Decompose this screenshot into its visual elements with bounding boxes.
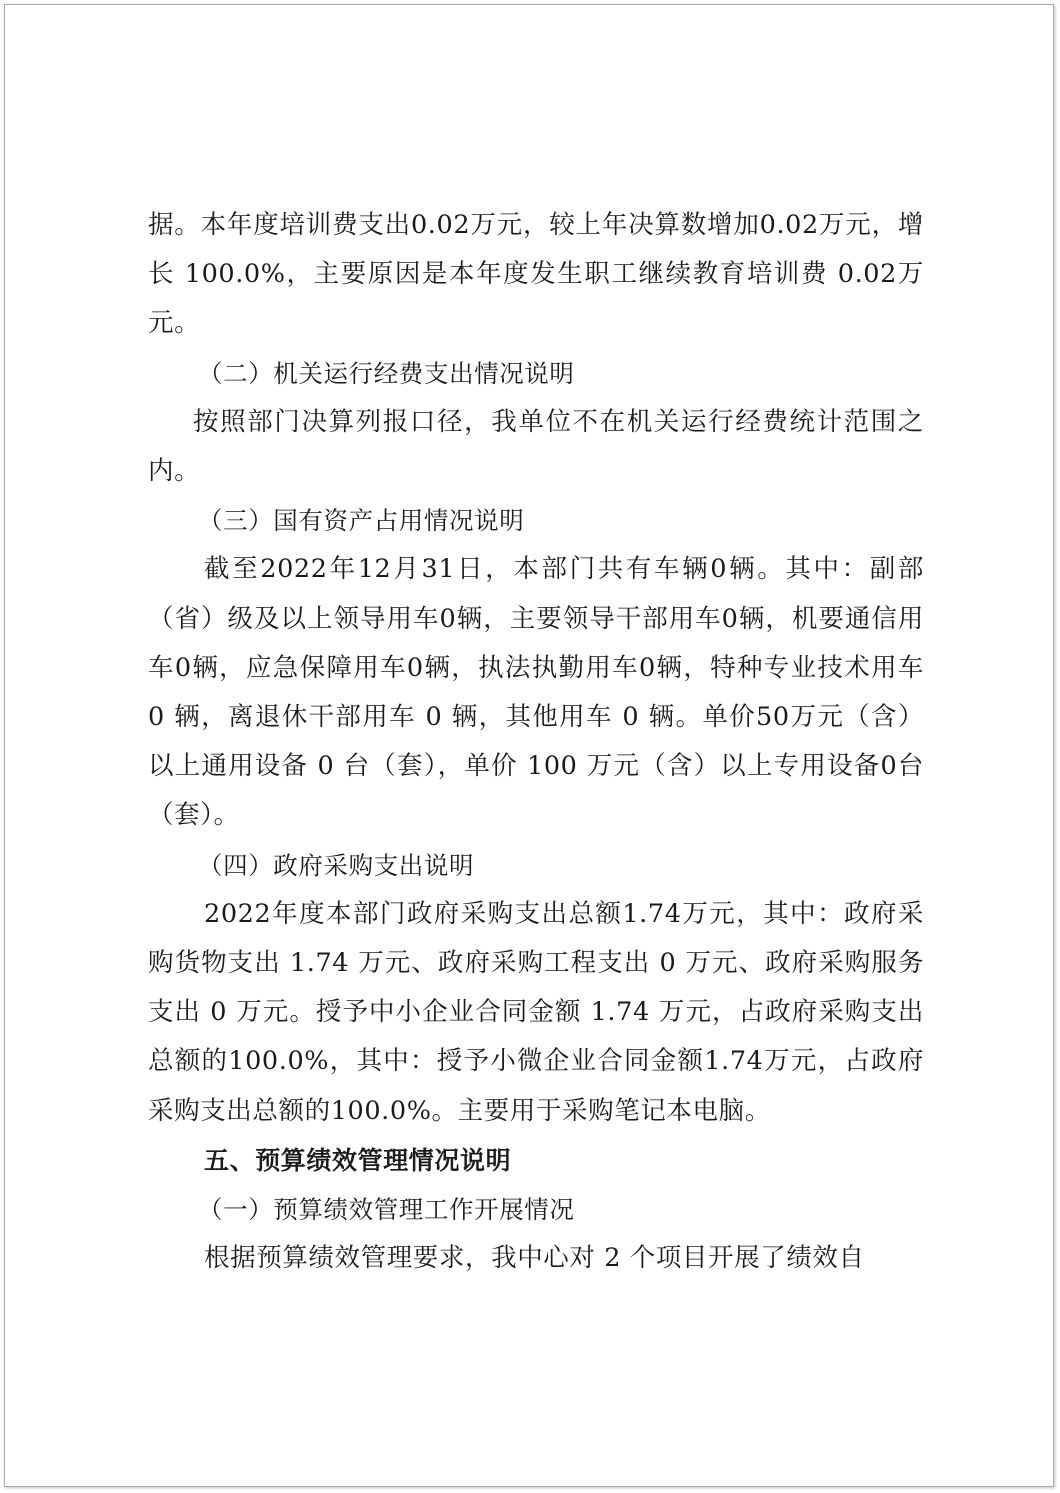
paragraph-training-fee: 据。本年度培训费支出0.02万元，较上年决算数增加0.02万元，增长 100.0%，主要原因是本年度发生职工继续教育培训费 0.02万元。 [148,210,924,339]
document-page [4,4,1054,1487]
paragraph-operating-expenses: 按照部门决算列报口径，我单位不在机关运行经费统计范围之内。 [148,406,924,487]
paragraph-performance-work: 根据预算绩效管理要求，我中心对 2 个项目开展了绩效自 [204,1243,865,1274]
heading-state-assets: （三）国有资产占用情况说明 [198,506,525,536]
heading-performance-management: 五、预算绩效管理情况说明 [204,1145,512,1175]
paragraph-state-assets: 截至2022年12月31日，本部门共有车辆0辆。其中：副部（省）级及以上领导用车0辆，主要领导干部用车0辆，机要通信用车0辆，应急保障用车0辆，执法执勤用车0辆，特种专业技术用车 0 辆，离退休干部用车 0 辆，其他用车 0 辆。单价50万元（含）以上通用设备 0 台（套），单价 100 万元（含）以上专用设备0台（套）。 [148,554,924,831]
heading-performance-work: （一）预算绩效管理工作开展情况 [198,1195,575,1225]
paragraph-government-procurement: 2022年度本部门政府采购支出总额1.74万元，其中：政府采购货物支出 1.74 万元、政府采购工程支出 0 万元、政府采购服务支出 0 万元。授予中小企业合同金额 1.74 万元，占政府采购支出总额的100.0%，其中：授予小微企业合同金额1.74万元，占政府采购支出总额的100.0%。主要用于采购笔记本电脑。 [148,898,924,1126]
heading-operating-expenses: （二）机关运行经费支出情况说明 [198,358,575,388]
heading-government-procurement: （四）政府采购支出说明 [198,850,475,880]
document-body [148,201,924,1283]
